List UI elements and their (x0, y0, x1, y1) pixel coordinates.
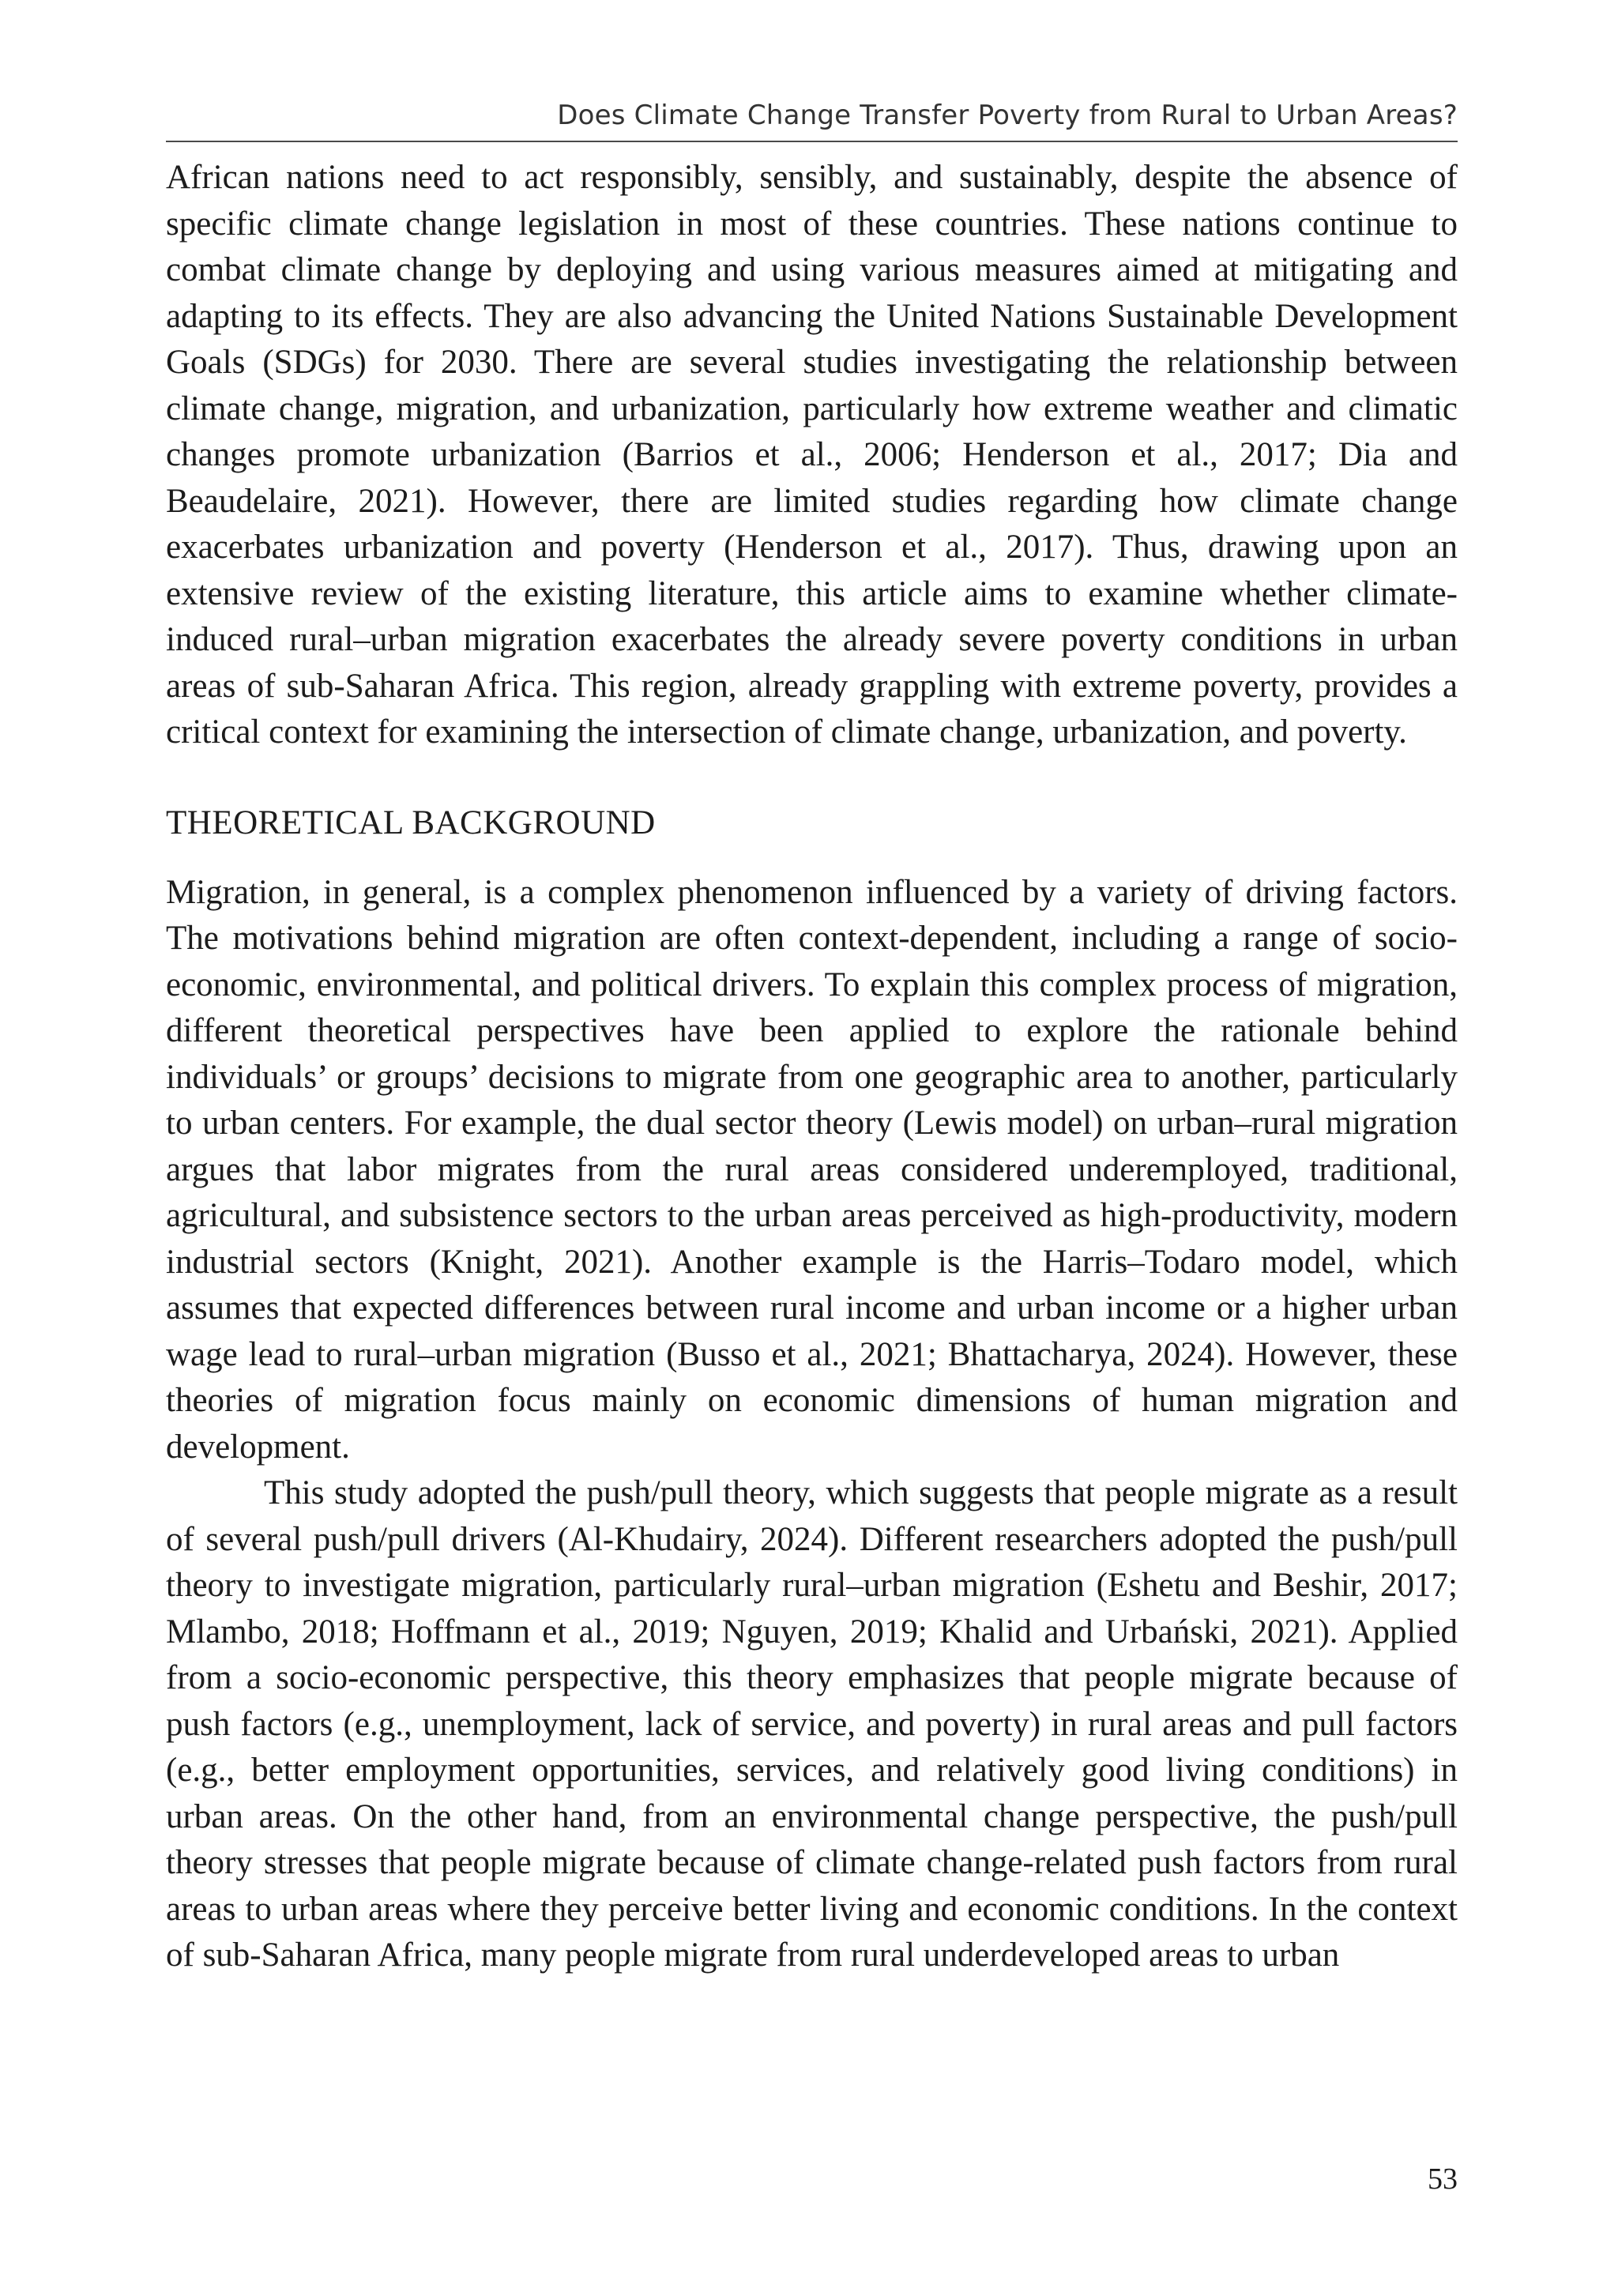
header-rule (166, 141, 1458, 142)
section-paragraph-1: Migration, in general, is a complex phenomenon influenced by a variety of driving factors. The motivations behind migration are often context-dependent, including a range of socio-economic, environmental, and political drivers. To explain this complex process of migration, different theoretical perspectives have been applied to explore the rationale behind individuals’ or groups’ decisions to migrate from one geographic area to another, particularly to urban centers. For example, the dual sector theory (Lewis model) on urban–rural migration argues that labor migrates from the rural areas considered underemployed, traditional, agricultural, and subsistence sectors to the urban areas perceived as high-productivity, modern industrial sectors (Knight, 2021). Another example is the Harris–Todaro model, which assumes that expected differences between rural income and urban income or a higher urban wage lead to rural–urban migration (Busso et al., 2021; Bhattacharya, 2024). However, these theories of migration focus mainly on economic dimensions of human migration and development. (166, 873, 1458, 1466)
section-heading: THEORETICAL BACKGROUND (166, 804, 656, 841)
page-number: 53 (1428, 2162, 1458, 2196)
section-paragraph-2: This study adopted the push/pull theory, which suggests that people migrate as a result of several push/pull drivers (Al-Khudairy, 2024). Different researchers adopted the push/pull theory to investigate migration, particularly rural–urban migration (Eshetu and Beshir, 2017; Mlambo, 2018; Hoffmann et al., 2019; Nguyen, 2019; Khalid and Urbański, 2021). Applied from a socio-economic perspective, this theory emphasizes that people migrate because of push factors (e.g., unemployment, lack of service, and poverty) in rural areas and pull factors (e.g., better employment opportunities, services, and relatively good living conditions) in urban areas. On the other hand, from an environmental change perspective, the push/pull theory stresses that people migrate because of climate change-related push factors from rural areas to urban areas where they perceive better living and economic conditions. In the context of sub-Saharan Africa, many people migrate from rural underdeveloped areas to urban (166, 1474, 1458, 1974)
intro-paragraph: African nations need to act responsibly, sensibly, and sustainably, despite the absence of specific climate change legislation in most of these countries. These nations continue to combat climate change by deploying and using various measures aimed at mitigating and adapting to its effects. They are also advancing the United Nations Sustainable Development Goals (SDGs) for 2030. There are several studies investigating the relationship between climate change, migration, and urbanization, particularly how extreme weather and climatic changes promote urbanization (Barrios et al., 2006; Henderson et al., 2017; Dia and Beaudelaire, 2021). However, there are limited studies regarding how climate change exacerbates urbanization and poverty (Henderson et al., 2017). Thus, drawing upon an extensive review of the existing literature, this article aims to examine whether climate-induced rural–urban migration exacerbates the already severe poverty conditions in urban areas of sub-Saharan Africa. This region, already grappling with extreme poverty, provides a critical context for examining the intersection of climate change, urbanization, and poverty. (166, 159, 1458, 751)
running-header: Does Climate Change Transfer Poverty from Rural to Urban Areas? (557, 100, 1458, 131)
body-text (166, 155, 1458, 1979)
